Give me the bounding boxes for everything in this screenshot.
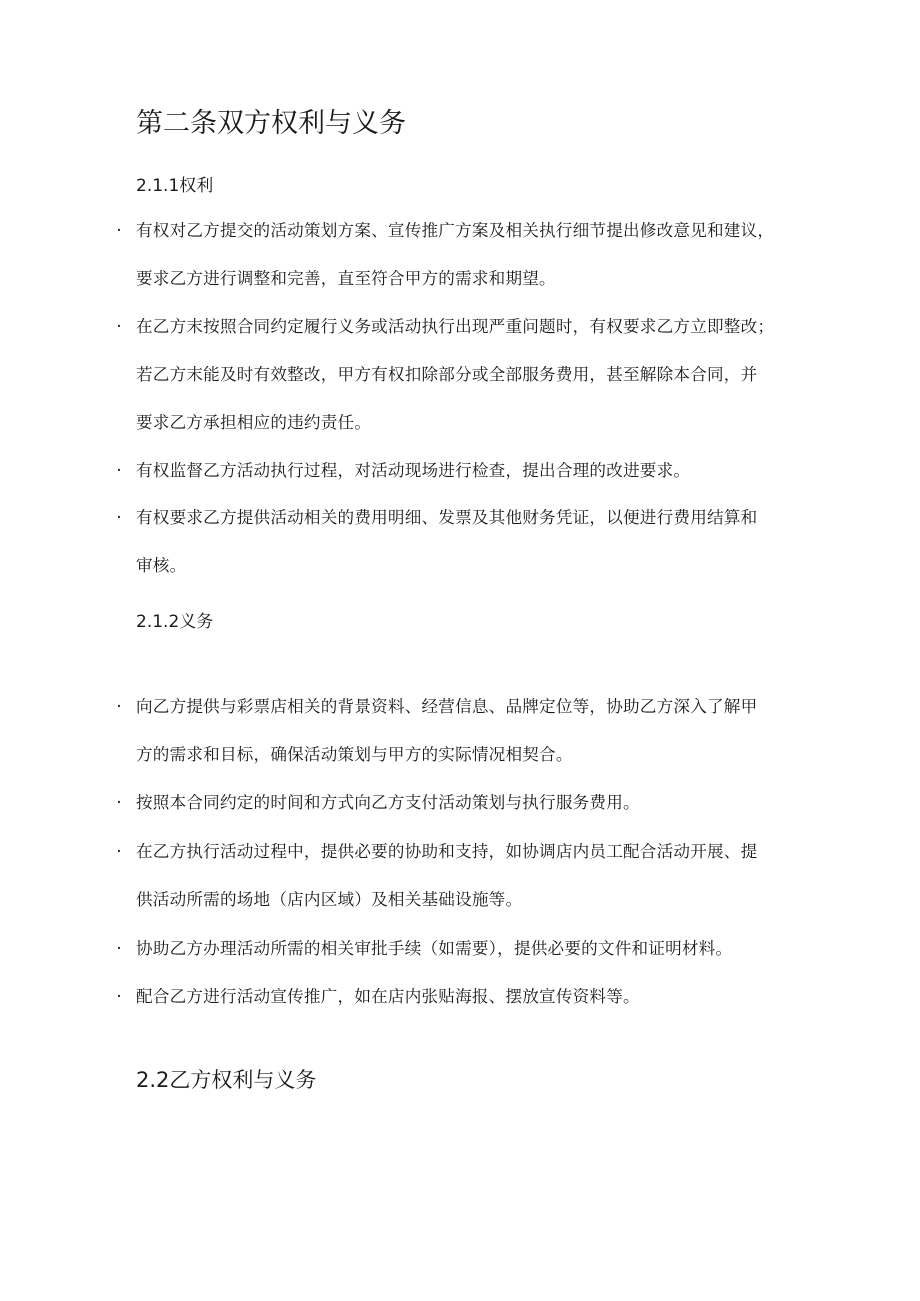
- article-title: 第二条双方权利与义务: [136, 108, 406, 139]
- section-heading-party-b: 2.2乙方权利与义务: [136, 1068, 317, 1092]
- item-line: 审核。: [136, 556, 187, 575]
- item-line: 协助乙方办理活动所需的相关审批手续（如需要），提供必要的文件和证明材料。: [136, 939, 733, 958]
- item-line: 要求乙方进行调整和完善，直至符合甲方的需求和期望。: [136, 269, 556, 288]
- bullet-icon: ·: [116, 842, 122, 862]
- item-line: 若乙方末能及时有效整改，甲方有权扣除部分或全部服务费用，甚至解除本合同，并: [136, 365, 758, 384]
- item-line: 在乙方末按照合同约定履行义务或活动执行出现严重问题时，有权要求乙方立即整改；: [136, 317, 775, 336]
- bullet-icon: ·: [116, 793, 122, 813]
- item-line: 要求乙方承担相应的违约责任。: [136, 413, 372, 432]
- bullet-icon: ·: [116, 221, 122, 241]
- bullet-icon: ·: [116, 939, 122, 959]
- bullet-icon: ·: [116, 317, 122, 337]
- bullet-icon: ·: [116, 461, 122, 481]
- item-line: 配合乙方进行活动宣传推广，如在店内张贴海报、摆放宣传资料等。: [136, 987, 640, 1006]
- item-line: 供活动所需的场地（店内区域）及相关基础设施等。: [136, 890, 523, 909]
- item-line: 向乙方提供与彩票店相关的背景资料、经营信息、品牌定位等，协助乙方深入了解甲: [136, 697, 758, 716]
- item-line: 在乙方执行活动过程中，提供必要的协助和支持，如协调店内员工配合活动开展、提: [136, 842, 758, 861]
- item-line: 有权对乙方提交的活动策划方案、宣传推广方案及相关执行细节提出修改意见和建议，: [136, 221, 775, 240]
- bullet-icon: ·: [116, 697, 122, 717]
- item-line: 有权监督乙方活动执行过程，对活动现场进行检查，提出合理的改进要求。: [136, 461, 691, 480]
- bullet-icon: ·: [116, 508, 122, 528]
- item-line: 方的需求和目标，确保活动策划与甲方的实际情况相契合。: [136, 745, 573, 764]
- section-heading-obligations: 2.1.2义务: [136, 612, 214, 632]
- bullet-icon: ·: [116, 987, 122, 1007]
- section-heading-rights: 2.1.1权利: [136, 176, 214, 196]
- item-line: 按照本合同约定的时间和方式向乙方支付活动策划与执行服务费用。: [136, 793, 640, 812]
- item-line: 有权要求乙方提供活动相关的费用明细、发票及其他财务凭证，以便进行费用结算和: [136, 508, 758, 527]
